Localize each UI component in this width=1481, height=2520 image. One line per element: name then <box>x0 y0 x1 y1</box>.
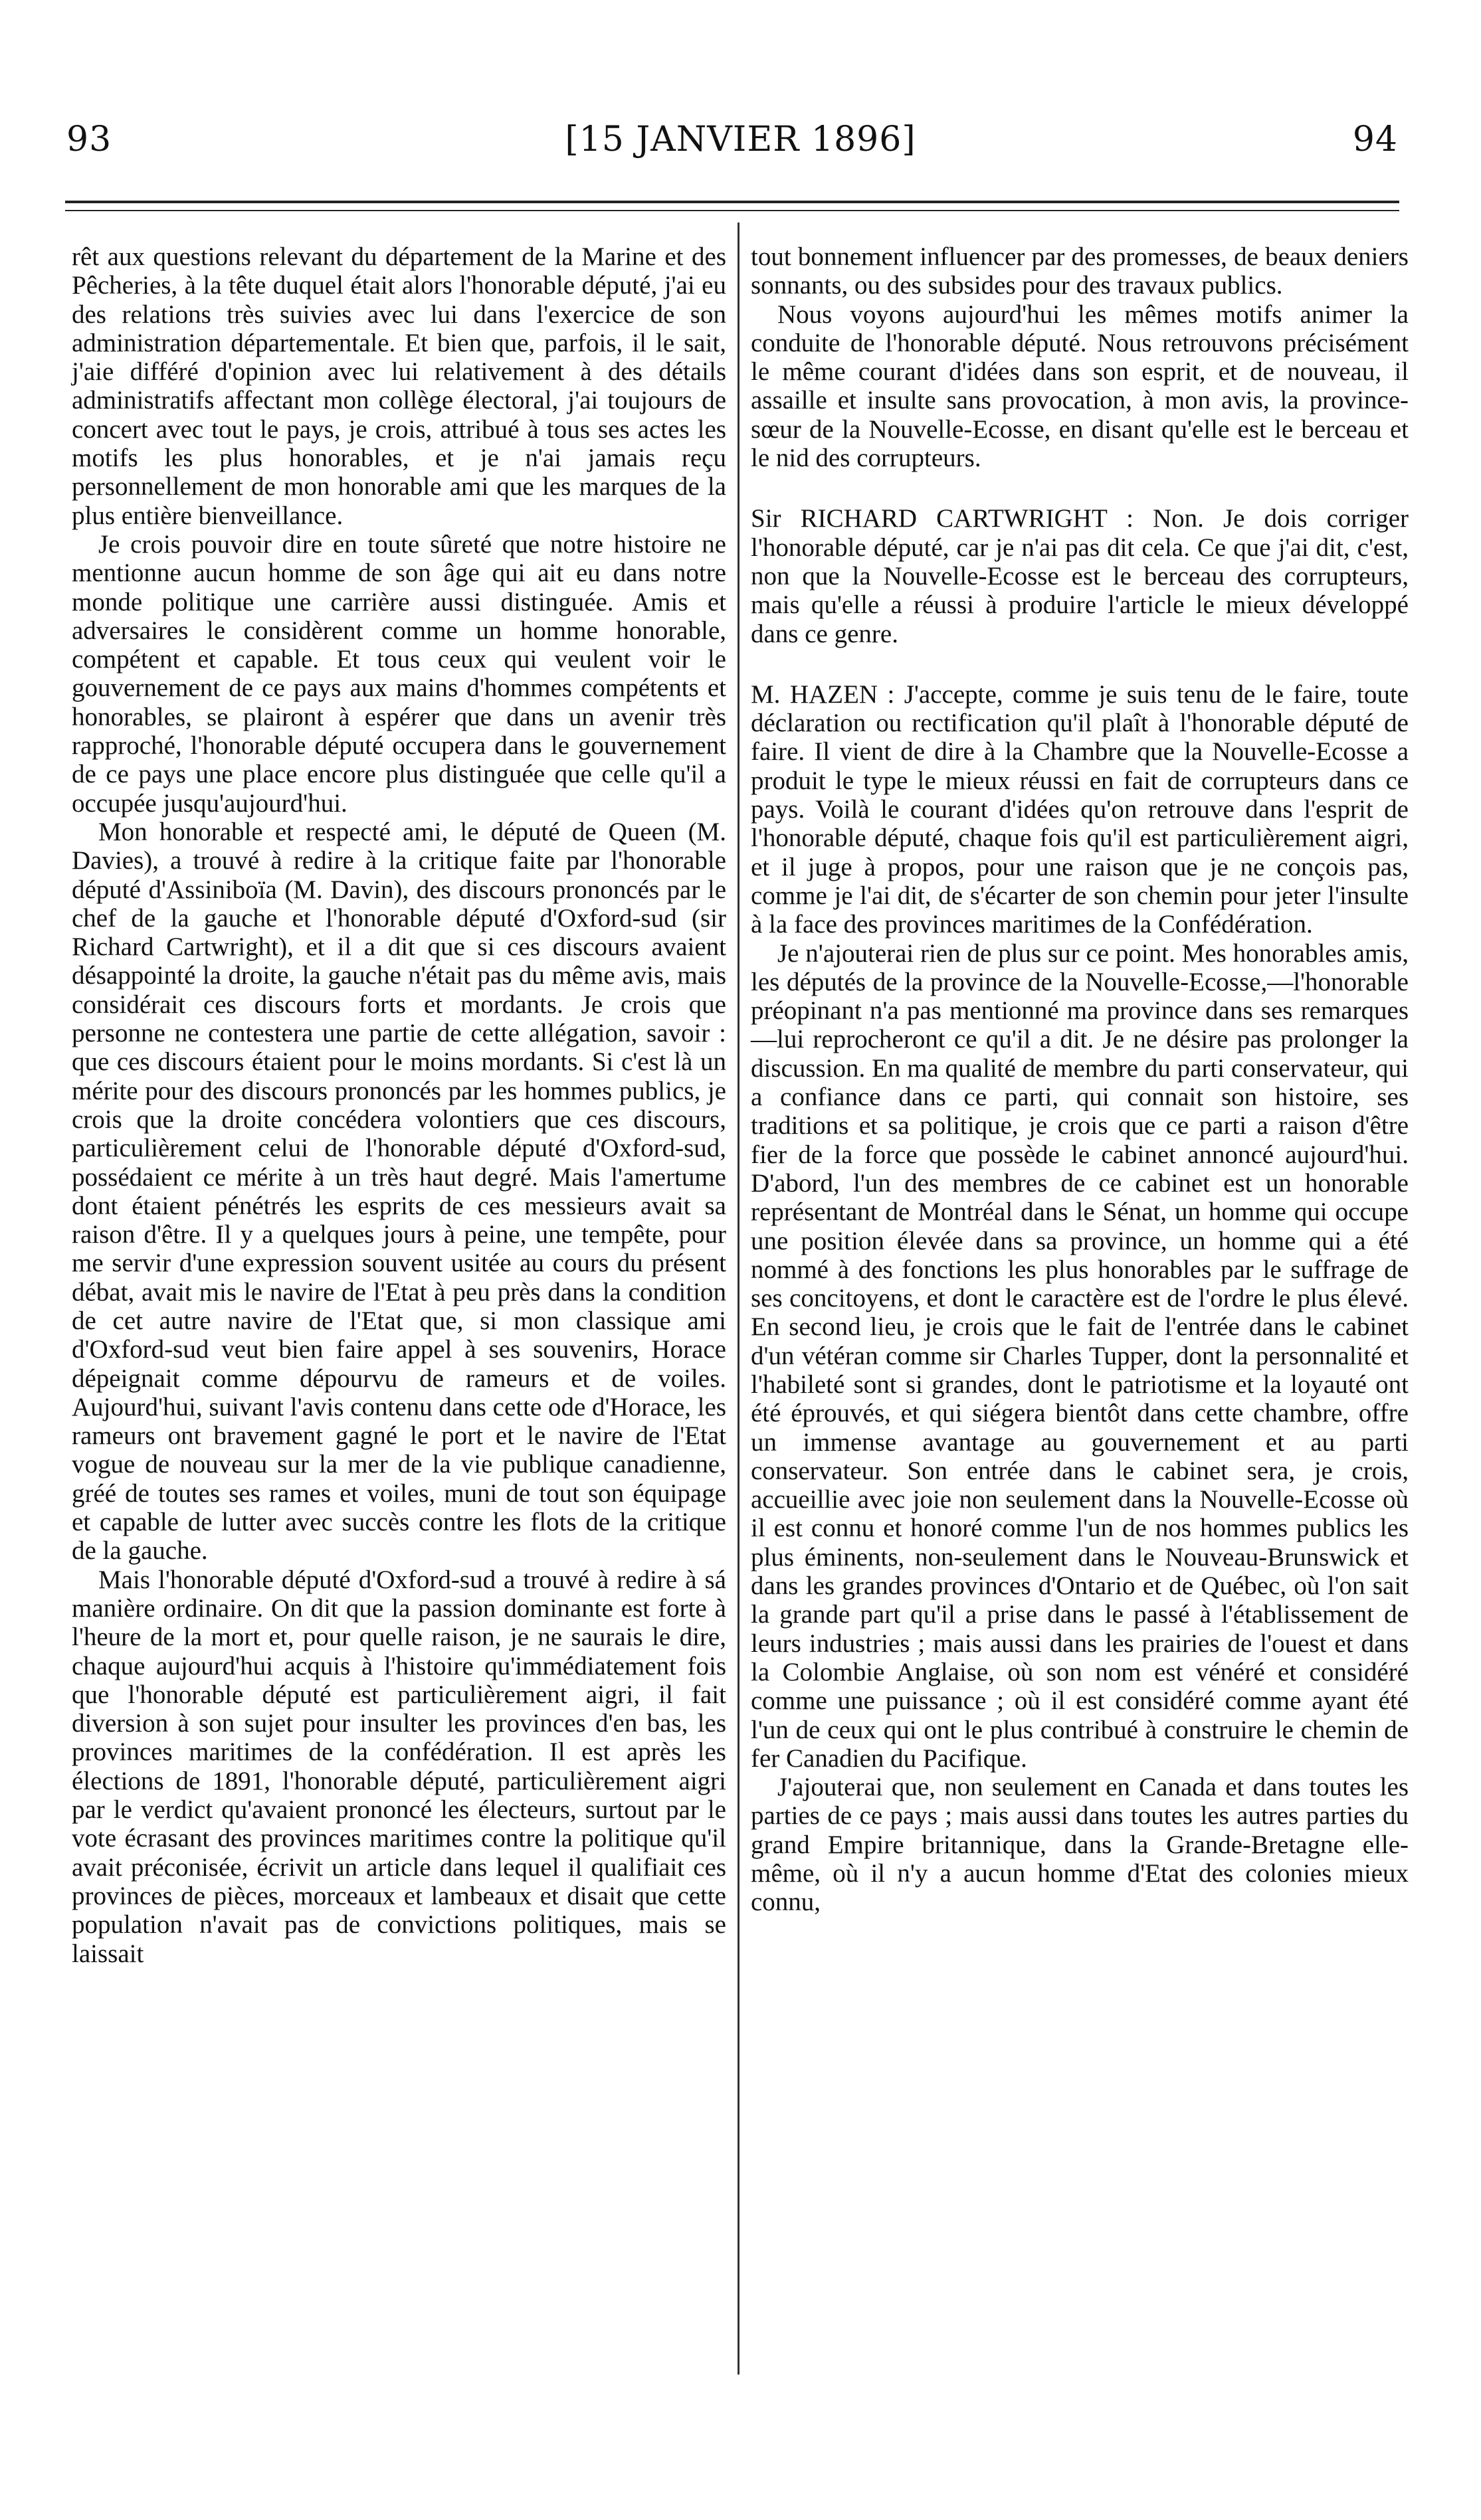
header-rule-thick <box>65 201 1399 203</box>
paragraph: Mon honorable et respecté ami, le député de Queen (M. Davies), a trouvé à redire à la critique faite par l'honorable député d'Assiniboïa (M. Davin), des discours prononcés par le chef de la gauche et l'honorable député d'Oxford-sud (sir Richard Cartwright), et il a dit que si ces discours avaient désappointé la droite, la gauche n'était pas du même avis, mais considérait ces discours forts et mordants. Je crois que personne ne contestera une partie de cette allégation, savoir : que ces discours étaient pour le moins mordants. Si c'est là un mérite pour des discours prononcés par les hommes publics, je crois que la droite concédera volontiers que ces discours, particulièrement celui de l'honorable député d'Oxford-sud, possédaient ce mérite à un très haut degré. Mais l'amertume dont étaient pénétrés les esprits de ces messieurs avait sa raison d'être. Il y a quelques jours à peine, une tempête, pour me servir d'une expression souvent usitée au cours du présent débat, avait mis le navire de l'Etat à peu près dans la condition de cet autre navire de l'Etat que, si mon classique ami d'Oxford-sud veut bien faire appel à ses souvenirs, Horace dépeignait comme dépourvu de rameurs et de voiles. Aujourd'hui, suivant l'avis contenu dans cette ode d'Horace, les rameurs ont bravement gagné le port et le navire de l'Etat vogue de nouveau sur la mer de la vie publique canadienne, gréé de toutes ses rames et voiles, muni de tout son équipage et capable de lutter avec succès contre les flots de la critique de la gauche. <box>72 817 726 1566</box>
paragraph: Je crois pouvoir dire en toute sûreté que notre histoire ne mentionne aucun homme de son âge qui ait eu dans notre monde politique une carrière aussi distinguée. Amis et adversaires le considèrent comme un homme honorable, compétent et capable. Et tous ceux qui veulent voir le gouvernement de ce pays aux mains d'hommes compétents et honorables, se plairont à espérer que dans un avenir très rapproché, l'honorable député occupera dans le gouvernement de ce pays une place encore plus distinguée que celle qu'il a occupée jusqu'aujourd'hui. <box>72 529 726 818</box>
paragraph: tout bonnement influencer par des promesses, de beaux deniers sonnants, ou des subsides pour des travaux publics. <box>751 242 1409 300</box>
paragraph: Nous voyons aujourd'hui les mêmes motifs animer la conduite de l'honorable député. Nous retrouvons précisément le même courant d'idées dans son esprit, et de nouveau, il assaille et insulte sans provocation, à mon avis, la province-sœur de la Nouvelle-Ecosse, en disant qu'elle est le berceau et le nid des corrupteurs. <box>751 300 1409 473</box>
speaker-paragraph-hazen: M. HAZEN : J'accepte, comme je suis tenu de le faire, toute déclaration ou rectification qu'il plaît à l'honorable député de faire. Il vient de dire à la Chambre que la Nouvelle-Ecosse a produit le type le mieux réussi en fait de corrupteurs dans ce pays. Voilà le courant d'idées qu'on retrouve dans l'esprit de l'honorable député, chaque fois qu'il est particulièrement aigri, et il juge à propos, pour une raison que je ne conçois pas, comme je l'ai dit, de s'écarter de son chemin pour jeter l'insulte à la face des provinces maritimes de la Confédération. <box>751 679 1409 939</box>
right-page-number: 94 <box>1352 120 1398 159</box>
column-divider <box>738 223 740 2375</box>
left-column <box>72 242 726 1968</box>
paragraph: rêt aux questions relevant du département de la Marine et des Pêcheries, à la tête duquel était alors l'honorable député, j'ai eu des relations très suivies avec lui dans l'exercice de son administration départementale. Et bien que, parfois, il le sait, j'aie différé d'opinion avec lui relativement à des détails administratifs affectant mon collège électoral, j'ai toujours de concert avec tout le pays, je crois, attribué à tous ses actes les motifs les plus honorables, et je n'ai jamais reçu personnellement de mon honorable ami que les marques de la plus entière bienveillance. <box>72 242 726 530</box>
paragraph: J'ajouterai que, non seulement en Canada et dans toutes les parties de ce pays ; mais aussi dans toutes les autres parties du grand Empire britannique, dans la Grande-Bretagne elle-même, où il n'y a aucun homme d'Etat des colonies mieux connu, <box>751 1773 1409 1917</box>
speaker-paragraph-cartwright: Sir RICHARD CARTWRIGHT : Non. Je dois corriger l'honorable député, car je n'ai pas dit cela. Ce que j'ai dit, c'est, non que la Nouvelle-Ecosse est le berceau des corrupteurs, mais qu'elle a réussi à produire l'article le mieux développé dans ce genre. <box>751 504 1409 648</box>
paragraph: Je n'ajouterai rien de plus sur ce point. Mes honorables amis, les députés de la province de la Nouvelle-Ecosse,—l'honorable préopinant n'a pas mentionné ma province dans ses remarques—lui reprocheront ce qu'il a dit. Je ne désire pas prolonger la discussion. En ma qualité de membre du parti conservateur, qui a confiance dans ce parti, qui connait son histoire, ses traditions et sa politique, je crois que ce parti a raison d'être fier de la force que possède le cabinet annoncé aujourd'hui. D'abord, l'un des membres de ce cabinet est un honorable représentant de Montréal dans le Sénat, un homme qui occupe une position élevée dans sa province, un homme qui a été nommé à des fonctions les plus honorables par le suffrage de ses concitoyens, et dont le caractère est de l'ordre le plus élevé. En second lieu, je crois que le fait de l'entrée dans le cabinet d'un vétéran comme sir Charles Tupper, dont la personnalité et l'habileté sont si grandes, dont le patriotisme et la loyauté ont été éprouvés, et qui siégera bientôt dans cette chambre, offre un immense avantage au gouvernement et au parti conservateur. Son entrée dans le cabinet sera, je crois, accueillie avec joie non seulement dans la Nouvelle-Ecosse où il est connu et honoré comme l'un de nos hommes publics les plus éminents, non-seulement dans le Nouveau-Brunswick et dans les grandes provinces d'Ontario et de Québec, où l'on sait la grande part qu'il a prise dans le passé à l'établissement de leurs industries ; mais aussi dans les prairies de l'ouest et dans la Colombie Anglaise, où son nom est vénéré et considéré comme une puissance ; où il est considéré comme ayant été l'un de ceux qui ont le plus contribué à construire le chemin de fer Canadien du Pacifique. <box>751 939 1409 1773</box>
right-column <box>751 242 1409 1917</box>
page-header <box>0 0 1481 199</box>
page-date: [15 JANVIER 1896] <box>565 120 916 159</box>
paragraph: Mais l'honorable député d'Oxford-sud a trouvé à redire à sá manière ordinaire. On dit que la passion dominante est forte à l'heure de la mort et, pour quelle raison, je ne saurais le dire, chaque aujourd'hui acquis à l'histoire qu'immédiatement fois que l'honorable député est particulièrement aigri, il fait diversion à son sujet pour insulter les provinces d'en bas, les provinces maritimes de la confédération. Il est après les élections de 1891, l'honorable député, particulièrement aigri par le verdict qu'avaient prononcé les électeurs, surtout par le vote écrasant des provinces maritimes contre la politique qu'il avait préconisée, écrivit un article dans lequel il qualifiait ces provinces de pièces, morceaux et lambeaux et disait que cette population n'avait pas de convictions politiques, mais se laissait <box>72 1565 726 1968</box>
left-page-number: 93 <box>66 120 112 159</box>
header-rule-thin <box>65 210 1399 211</box>
